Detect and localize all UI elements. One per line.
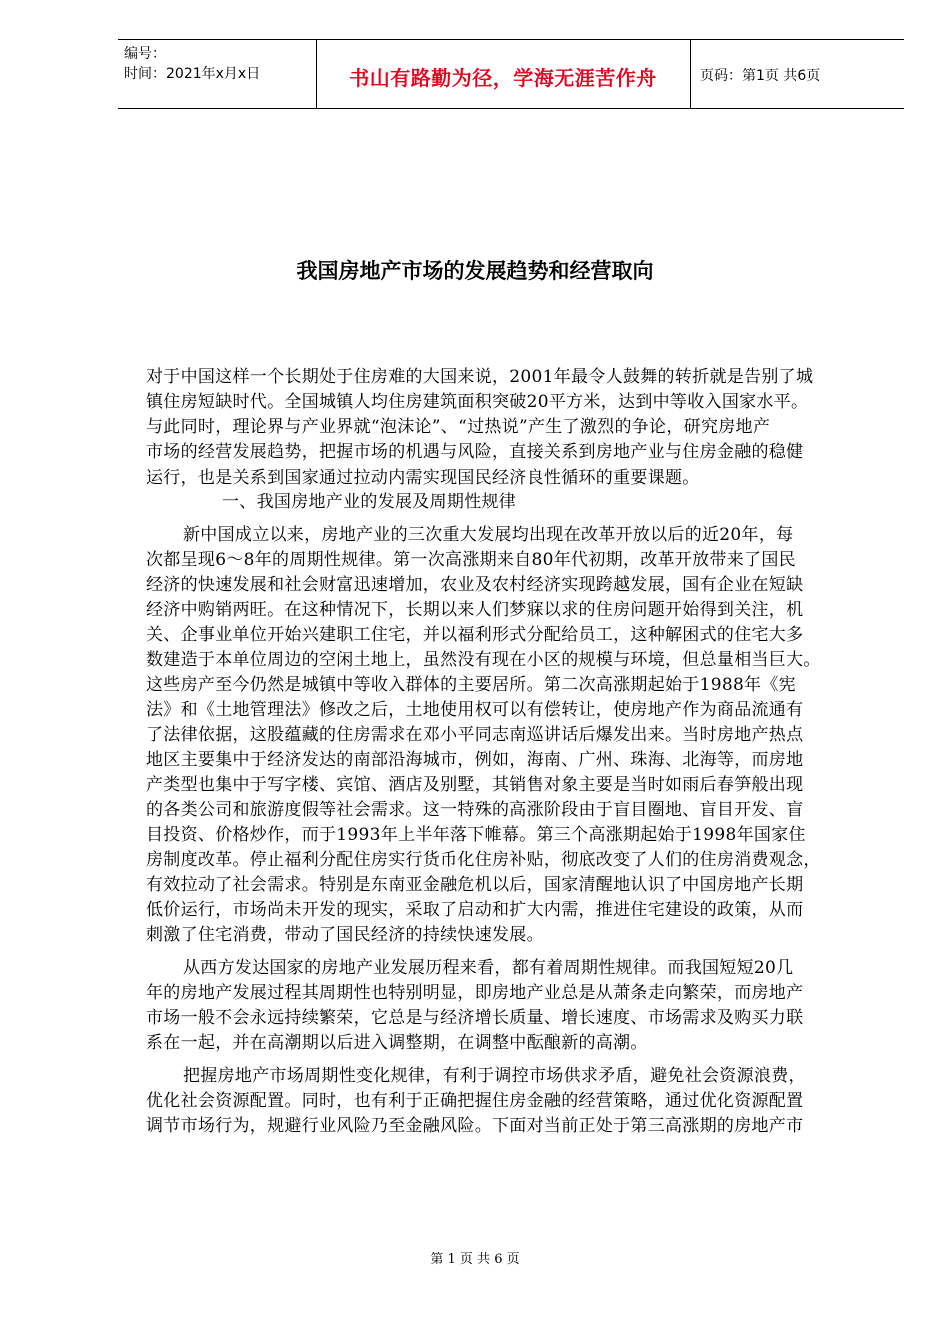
body-line: 有效拉动了社会需求。特别是东南亚金融危机以后，国家清醒地认识了中国房地产长期 [146, 875, 804, 895]
body-line: 低价运行，市场尚未开发的现实，采取了启动和扩大内需，推进住宅建设的政策，从而 [146, 900, 804, 920]
body-line: 新中国成立以来，房地产业的三次重大发展均出现在改革开放以后的近20年，每 [183, 525, 794, 545]
body-line: 经济的快速发展和社会财富迅速增加，农业及农村经济实现跨越发展，国有企业在短缺 [146, 575, 804, 595]
body-line: 从西方发达国家的房地产业发展历程来看，都有着周期性规律。而我国短短20几 [183, 958, 794, 978]
body-line: 把握房地产市场周期性变化规律，有利于调控市场供求矛盾，避免社会资源浪费， [183, 1066, 806, 1086]
header-meta [124, 44, 260, 84]
body-line: 产类型也集中于写字楼、宾馆、酒店及别墅，其销售对象主要是当时如雨后春笋般出现 [146, 775, 804, 795]
body-line: 市场的经营发展趋势，把握市场的机遇与风险，直接关系到房地产业与住房金融的稳健 [146, 442, 804, 462]
body-line: 镇住房短缺时代。全国城镇人均住房建筑面积突破20平方米，达到中等收入国家水平。 [146, 392, 809, 412]
number-label: 编号： [124, 46, 166, 62]
body-line: 经济中购销两旺。在这种情况下，长期以来人们梦寐以求的住房问题开始得到关注，机 [146, 600, 804, 620]
body-line: 次都呈现6～8年的周期性规律。第一次高涨期来自80年代初期，改革开放带来了国民 [146, 550, 796, 570]
body-line: 年的房地产发展过程其周期性也特别明显，即房地产业总是从萧条走向繁荣，而房地产 [146, 983, 804, 1003]
document-title: 我国房地产市场的发展趋势和经营取向 [296, 259, 654, 283]
body-line: 地区主要集中于经济发达的南部沿海城市，例如，海南、广州、珠海、北海等，而房地 [146, 750, 804, 770]
body-line: 对于中国这样一个长期处于住房难的大国来说，2001年最令人鼓舞的转折就是告别了城 [146, 367, 814, 387]
body-line: 的各类公司和旅游度假等社会需求。这一特殊的高涨阶段由于盲目圈地、盲目开发、盲 [146, 800, 804, 820]
body-line: 房制度改革。停止福利分配住房实行货币化住房补贴，彻底改变了人们的住房消费观念， [146, 850, 821, 870]
body-line: 与此同时，理论界与产业界就“泡沫论”、“过热说”产生了激烈的争论，研究房地产 [146, 417, 771, 437]
body-line: 关、企事业单位开始兴建职工住宅，并以福利形式分配给员工，这种解困式的住宅大多 [146, 625, 804, 645]
body-line: 了法律依据，这股蕴藏的住房需求在邓小平同志南巡讲话后爆发出来。当时房地产热点 [146, 725, 804, 745]
header-divider [690, 40, 691, 108]
body-line: 市场一般不会永远持续繁荣，它总是与经济增长质量、增长速度、市场需求及购买力联 [146, 1008, 804, 1028]
header-table [118, 39, 904, 109]
body-line: 运行，也是关系到国家通过拉动内需实现国民经济良性循环的重要课题。 [146, 468, 700, 488]
body-line: 调节市场行为，规避行业风险乃至金融风险。下面对当前正处于第三高涨期的房地产市 [146, 1116, 804, 1136]
page-footer: 第 1 页 共 6 页 [430, 1252, 520, 1267]
body-line: 优化社会资源配置。同时，也有利于正确把握住房金融的经营策略，通过优化资源配置 [146, 1091, 804, 1111]
body-line: 系在一起，并在高潮期以后进入调整期，在调整中酝酿新的高潮。 [146, 1033, 648, 1053]
header-motto: 书山有路勤为径，学海无涯苦作舟 [349, 66, 657, 90]
body-line: 目投资、价格炒作，而于1993年上半年落下帷幕。第三个高涨期起始于1998年国家住 [146, 825, 806, 845]
time-label: 时间：2021年x月x日 [124, 66, 261, 82]
body-line: 法》和《土地管理法》修改之后，土地使用权可以有偿转让，使房地产作为商品流通有 [146, 700, 804, 720]
body-line: 这些房产至今仍然是城镇中等收入群体的主要居所。第二次高涨期起始于1988年《宪 [146, 675, 796, 695]
section-heading: 一、我国房地产业的发展及周期性规律 [222, 492, 517, 512]
body-line: 刺激了住宅消费，带动了国民经济的持续快速发展。 [146, 925, 544, 945]
body-line: 数建造于本单位周边的空闲土地上，虽然没有现在小区的规模与环境，但总量相当巨大。 [146, 650, 821, 670]
header-page-info: 页码：第1页 共6页 [700, 68, 821, 84]
